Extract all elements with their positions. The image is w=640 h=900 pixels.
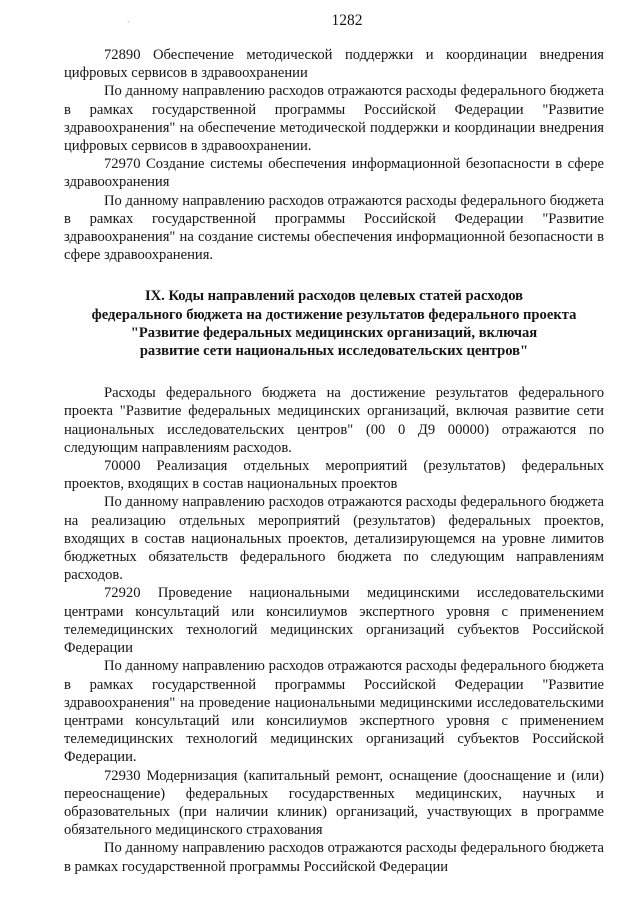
paragraph: 72930 Модернизация (капитальный ремонт, оснащение (дооснащение и (или) переоснащение) федеральных государственных медицинских, научных и образовательных (при наличии клиник) организаций, участвующих в программе обязательного медицинского страхования bbox=[64, 767, 604, 839]
section-heading bbox=[64, 287, 604, 360]
heading-line: IX. Коды направлений расходов целевых статей расходов bbox=[144, 288, 524, 305]
page-number: 1282 bbox=[331, 12, 363, 29]
paragraph: 72920 Проведение национальными медицинскими исследовательскими центрами консультаций или консилиумов экспертного уровня с применением телемедицинских технологий медицинских организаций субъектов Российской Федерации bbox=[64, 585, 604, 657]
paragraph: По данному направлению расходов отражаются расходы федерального бюджета в рамках государственной программы Российской Федерации "Развитие здравоохранения" на обеспечение методической поддержки и координации внедрения цифровых сервисов в здравоохранении. bbox=[64, 83, 604, 155]
paragraph: По данному направлению расходов отражаются расходы федерального бюджета в рамках государственной программы Российской Федерации "Развитие здравоохранения" на проведение национальными медицинскими исследовательскими центрами консультаций или консилиумов экспертного уровня с применением телемедицинских технологий медицинских организаций субъектов Российской Федерации. bbox=[64, 658, 604, 766]
paragraph: По данному направлению расходов отражаются расходы федерального бюджета в рамках государственной программы Российской Федерации bbox=[64, 840, 604, 875]
paragraph: 72890 Обеспечение методической поддержки и координации внедрения цифровых сервисов в здравоохранении bbox=[64, 47, 604, 82]
heading-line: "Развитие федеральных медицинских организаций, включая bbox=[130, 324, 538, 341]
heading-line: федерального бюджета на достижение результатов федерального проекта bbox=[91, 306, 577, 323]
heading-line: развитие сети национальных исследовательских центров" bbox=[139, 343, 529, 360]
paragraph: 72970 Создание системы обеспечения информационной безопасности в сфере здравоохранения bbox=[64, 156, 604, 191]
paragraph: Расходы федерального бюджета на достижение результатов федерального проекта "Развитие федеральных медицинских организаций, включая развитие сети национальных исследовательских центров" (00 0 Д9 00000) отражаются по следующим направлениям расходов. bbox=[64, 385, 604, 456]
section-bottom bbox=[64, 384, 604, 875]
paragraph: По данному направлению расходов отражаются расходы федерального бюджета в рамках государственной программы Российской Федерации "Развитие здравоохранения" на создание системы обеспечения информационной безопасности в сфере здравоохранения. bbox=[64, 192, 604, 264]
scan-mark: ` bbox=[127, 20, 130, 29]
section-top bbox=[64, 46, 604, 264]
paragraph: 70000 Реализация отдельных мероприятий (результатов) федеральных проектов, входящих в состав национальных проектов bbox=[64, 458, 604, 493]
paragraph: По данному направлению расходов отражаются расходы федерального бюджета на реализацию отдельных мероприятий (результатов) федеральных проектов, входящих в состав национальных проектов, детализирующемся на уровне лимитов бюджетных обязательств федерального бюджета по следующим направлениям расходов. bbox=[64, 494, 604, 584]
